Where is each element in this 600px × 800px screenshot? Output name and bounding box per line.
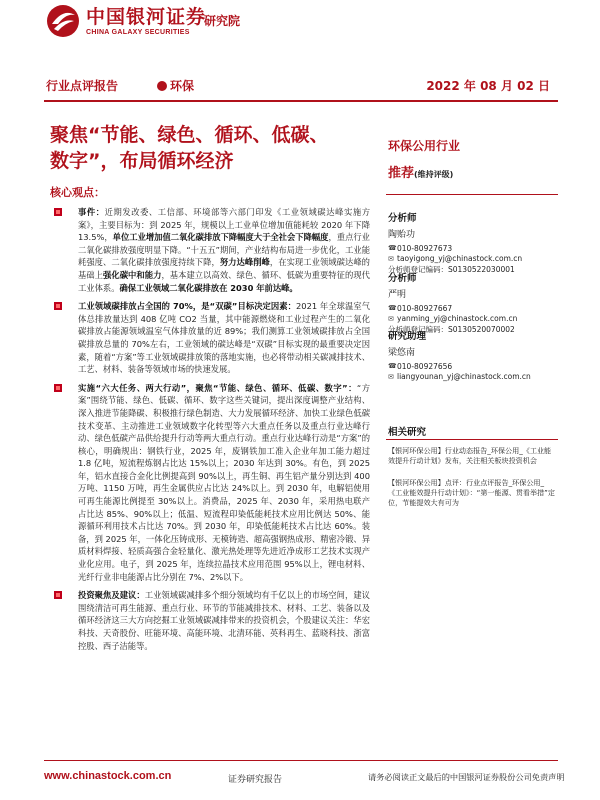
analyst-phone: 010-80927667 [397,303,453,313]
analyst-name: 严明 [388,290,407,300]
phone-icon: ☎ [388,244,397,253]
analyst-card [388,328,558,382]
analyst-phone: 010-80927656 [397,361,453,371]
phone-icon: ☎ [388,304,397,313]
bullet-dot-icon [157,81,167,91]
analyst-phone: 010-80927673 [397,243,453,253]
related-research-title: 相关研究 [388,427,427,438]
bullet-industry-share: 工业领域碳排放占全国的 70%，是“双碳”目标决定因素：2021 年全球温室气体总排放量达到 408 亿吨 CO2 当量，其中能源燃烧和工业过程产生的二氧化碳排放占能源领域温室气体排放量的近 89%；我们测算工业领域碳排放占全国碳排放总量的 70%左右，工业领域的碳达峰是“双碳”目标实现的最重要决定因素，随着“方案”等工业领域碳排放策的落地实施，也必将带动相关碳减排技术、工艺、材料、装备等领域市场的快速发展。 [52,300,370,376]
report-sector: 环保 [170,79,195,93]
main-content [52,206,370,652]
analyst-email[interactable]: liangyounan_yj@chinastock.com.cn [397,372,531,382]
header-divider [44,100,558,102]
analyst-name: 梁悠南 [388,348,416,358]
analyst-card [388,270,558,335]
footer-divider [44,760,558,761]
square-bullet-icon [54,302,62,310]
logo-english-name: CHINA GALAXY SECURITIES [86,28,190,36]
analyst-card [388,210,558,275]
galaxy-logo-icon [46,4,80,38]
footer-disclaimer: 请务必阅读正文最后的中国银河证券股份公司免责声明 [368,772,565,782]
analyst-role: 研究助理 [388,331,427,342]
analyst-license: 分析师登记编码：S0130522030001 [388,264,515,274]
email-icon: ✉ [388,314,394,323]
square-bullet-icon [54,384,62,392]
analyst-name: 陶贻功 [388,230,416,240]
analyst-email[interactable]: taoyigong_yj@chinastock.com.cn [397,254,523,264]
related-divider [386,439,558,440]
related-report-item[interactable]: 【银河环保公用】点评：行业点评报告_环保公用_《工业能效提升行动计划》：“第一能源、贯看举措”定位，节能提效大有可为 [388,478,555,508]
phone-icon: ☎ [388,362,397,371]
bullet-lead: 投资聚焦及建议： [78,590,145,601]
title-line-2: 数字”，布局循环经济 [50,150,234,172]
footer-website-link[interactable]: www.chinastock.com.cn [44,770,172,782]
bullet-lead: 工业领域碳排放占全国的 70%，是“双碳”目标决定因素： [78,301,297,312]
email-icon: ✉ [388,254,394,263]
analyst-role: 分析师 [388,213,417,224]
company-logo [46,4,206,38]
report-date: 2022 年 08 月 02 日 [426,79,550,93]
institute-label: 研究院 [204,14,241,28]
email-icon: ✉ [388,372,394,381]
footer-doc-type: 证券研究报告 [228,775,283,785]
report-topbar [44,75,558,95]
analyst-license: 分析师登记编码：S0130520070002 [388,324,515,334]
logo-chinese-name: 中国银河证券 [86,5,207,28]
rating [388,162,453,181]
key-points-label: 核心观点： [50,186,105,199]
rating-note: (维持评级) [414,170,454,179]
sidebar-divider [386,194,558,195]
bullet-event: 事件：近期发改委、工信部、环境部等六部门印发《工业领域碳达峰实施方案》，主要目标为：到 2025 年，规模以上工业单位增加值能耗较 2020 年下降 13.5%，单位工业增加值二氧化碳排放下降幅度大于全社会下降幅度，重点行业二氧化碳排放强度明显下降。“十五五”期间，产业结构布局进一步优化，工业能耗强度、二氧化碳排放强度持续下降，努力达峰削峰，在实现工业领域碳达峰的基础上强化碳中和能力，基本建立以高效、绿色、循环、低碳为重要特征的现代工业体系。确保工业领域二氧化碳排放在 2030 年前达峰。 [52,206,370,294]
analyst-email[interactable]: yanming_yj@chinastock.com.cn [397,314,518,324]
title-line-1: 聚焦“节能、绿色、循环、低碳、 [50,124,329,146]
analyst-role: 分析师 [388,273,417,284]
sidebar-sector-title: 环保公用行业 [388,139,461,153]
report-title [50,122,370,174]
bullet-lead: 实施“六大任务、两大行动”，聚焦“节能、绿色、循环、低碳、数字”： [78,382,357,393]
square-bullet-icon [54,208,62,216]
square-bullet-icon [54,591,62,599]
report-type: 行业点评报告 [46,79,119,93]
rating-value: 推荐 [388,166,415,181]
bullet-investment: 投资聚焦及建议：工业领域碳减排多个细分领域均有千亿以上的市场空间，建议围绕清洁可再生能源、重点行业、环节的节能减排技术、材料、工艺、装备以及循环经济这三大方向挖掘工业领域碳减排带来的投资机会，个股建议关注：华宏科技、天奇股份、旺能环境、高能环境、北清环能、英科再生、蓝晓科技、浙富控股、西子洁能等。 [52,589,370,652]
bullet-lead: 事件： [78,207,105,217]
bullet-six-tasks: 实施“六大任务、两大行动”，聚焦“节能、绿色、循环、低碳、数字”：“方案”围绕节能、绿色、低碳、循环、数字这些关键词，提出深度调整产业结构、深入推进节能降碳、积极推行绿色制造、大力发展循环经济、加快工业绿色低碳技术变革、主动推进工业领域数字化转型等六大重点任务以及重点行业达峰行动、绿色低碳产品供给提升行动等两大重点行动。重点行业达峰行动是“方案”的核心，明确规出：钢铁行业，2025 年，废钢铁加工准入企业年加工能力超过 1.8 亿吨，短流程炼钢占比达 15%以上；2030 年达到 30%。有色，到 2025 年，铝水直接合金化比例提高到 90%以上，再生铜、再生铝产量分别达到 400 万吨、1150 万吨，再生金属供应占比达 24%以上。到 2030 年，电解铝使用可再生能源比例提至 30%以上。消费品，2025 年、2030 年，采用热电联产占比达 85%、90%以上；低温、短流程印染低能耗技术应用比例达 50%、能源循环利用技术占比达 70%。到 2030 年，印染低能耗技术占比达 60%。装备，到 2025 年，一体化压铸成形、无模铸造、超高强钢热成形、精密冷锻、异质材料焊接、轻质高强合金轻量化、激光热处理等先进近净成形工艺技术实现产业化应用。电子，到 2025 年，连续拉晶技术应用范围 95%以上，锂电材料、光纤行业非电能源占比分别在 7%、2%以下。 [52,382,370,584]
related-report-item[interactable]: 【银河环保公用】行业动态报告_环保公用_《工业能效提升行动计划》发布，关注相关板块投资机会 [388,446,552,466]
